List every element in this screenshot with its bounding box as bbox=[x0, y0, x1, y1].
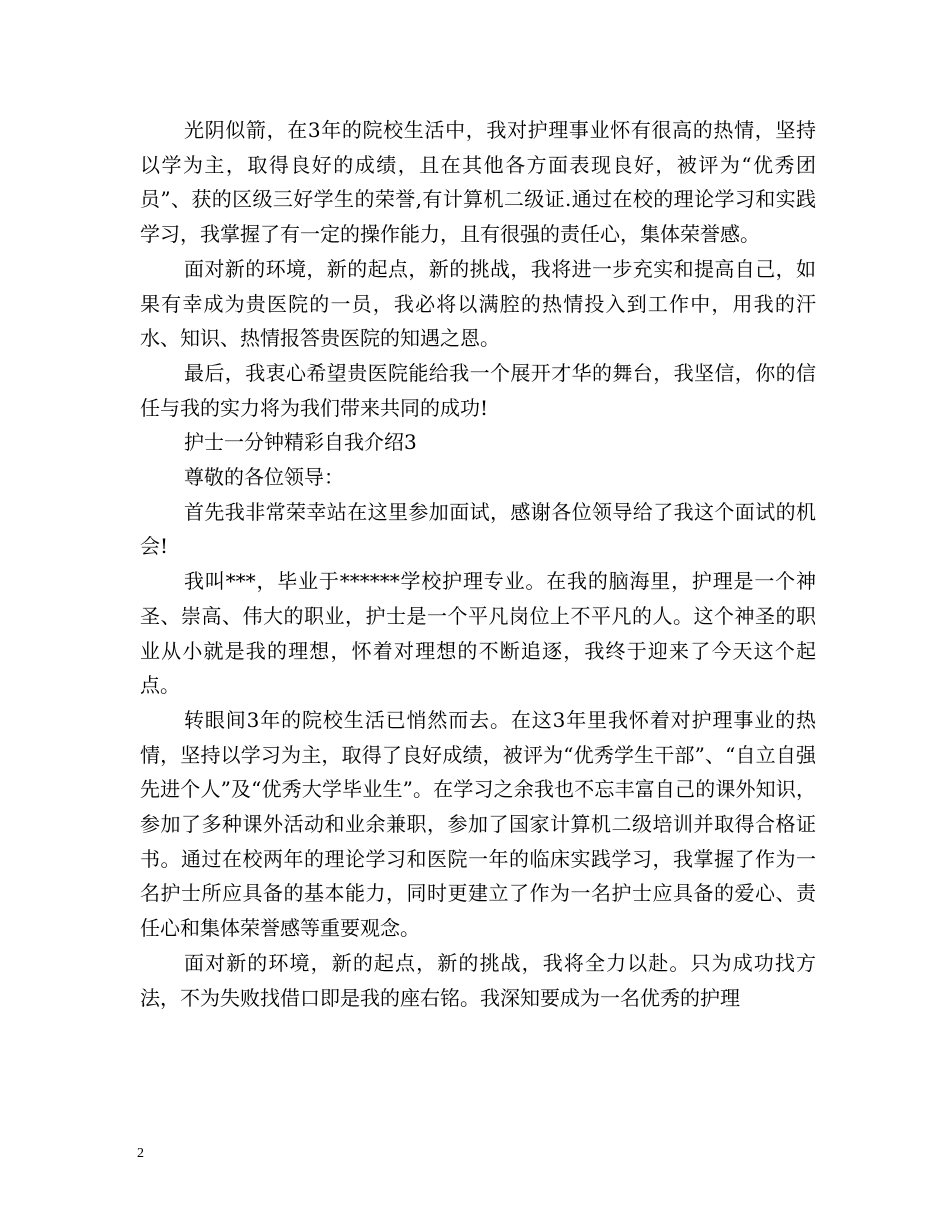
paragraph-6: 首先我非常荣幸站在这里参加面试，感谢各位领导给了我这个面试的机会! bbox=[140, 499, 816, 559]
salutation: 尊敬的各位领导： bbox=[184, 465, 344, 490]
paragraph-2: 面对新的环境，新的起点，新的挑战，我将进一步充实和提高自己，如果有幸成为贵医院的一员，我必将以满腔的热情投入到工作中，用我的汗水、知识、热情报答贵医院的知遇之恩。 bbox=[140, 256, 816, 351]
paragraph-3: 最后，我衷心希望贵医院能给我一个展开才华的舞台，我坚信，你的信任与我的实力将为我们带来共同的成功! bbox=[140, 360, 816, 420]
paragraph-1: 光阴似箭，在3年的院校生活中，我对护理事业怀有很高的热情，坚持以学为主，取得良好的成绩，且在其他各方面表现良好，被评为“优秀团员”、获的区级三好学生的荣誉,有计算机二级证.通过在校的理论学习和实践学习，我掌握了有一定的操作能力，且有很强的责任心，集体荣誉感。 bbox=[140, 118, 816, 247]
paragraph-7: 我叫***，毕业于******学校护理专业。在我的脑海里，护理是一个神圣、崇高、伟大的职业，护士是一个平凡岗位上不平凡的人。这个神圣的职业从小就是我的理想，怀着对理想的不断追逐，我终于迎来了今天这个起点。 bbox=[140, 569, 816, 698]
section-heading: 护士一分钟精彩自我介绍3 bbox=[184, 430, 417, 455]
paragraph-9: 面对新的环境，新的起点，新的挑战，我将全力以赴。只为成功找方法，不为失败找借口即是我的座右铭。我深知要成为一名优秀的护理 bbox=[140, 950, 816, 1010]
document-body bbox=[140, 113, 816, 1015]
page-number: 2 bbox=[137, 1146, 144, 1161]
paragraph-8: 转眼间3年的院校生活已悄然而去。在这3年里我怀着对护理事业的热情，坚持以学习为主，取得了良好成绩，被评为“优秀学生干部”、“自立自强先进个人”及“优秀大学毕业生”。在学习之余我也不忘丰富自己的课外知识，参加了多种课外活动和业余兼职，参加了国家计算机二级培训并取得合格证书。通过在校两年的理论学习和医院一年的临床实践学习，我掌握了作为一名护士所应具备的基本能力，同时更建立了作为一名护士应具备的爱心、责任心和集体荣誉感等重要观念。 bbox=[140, 707, 816, 941]
